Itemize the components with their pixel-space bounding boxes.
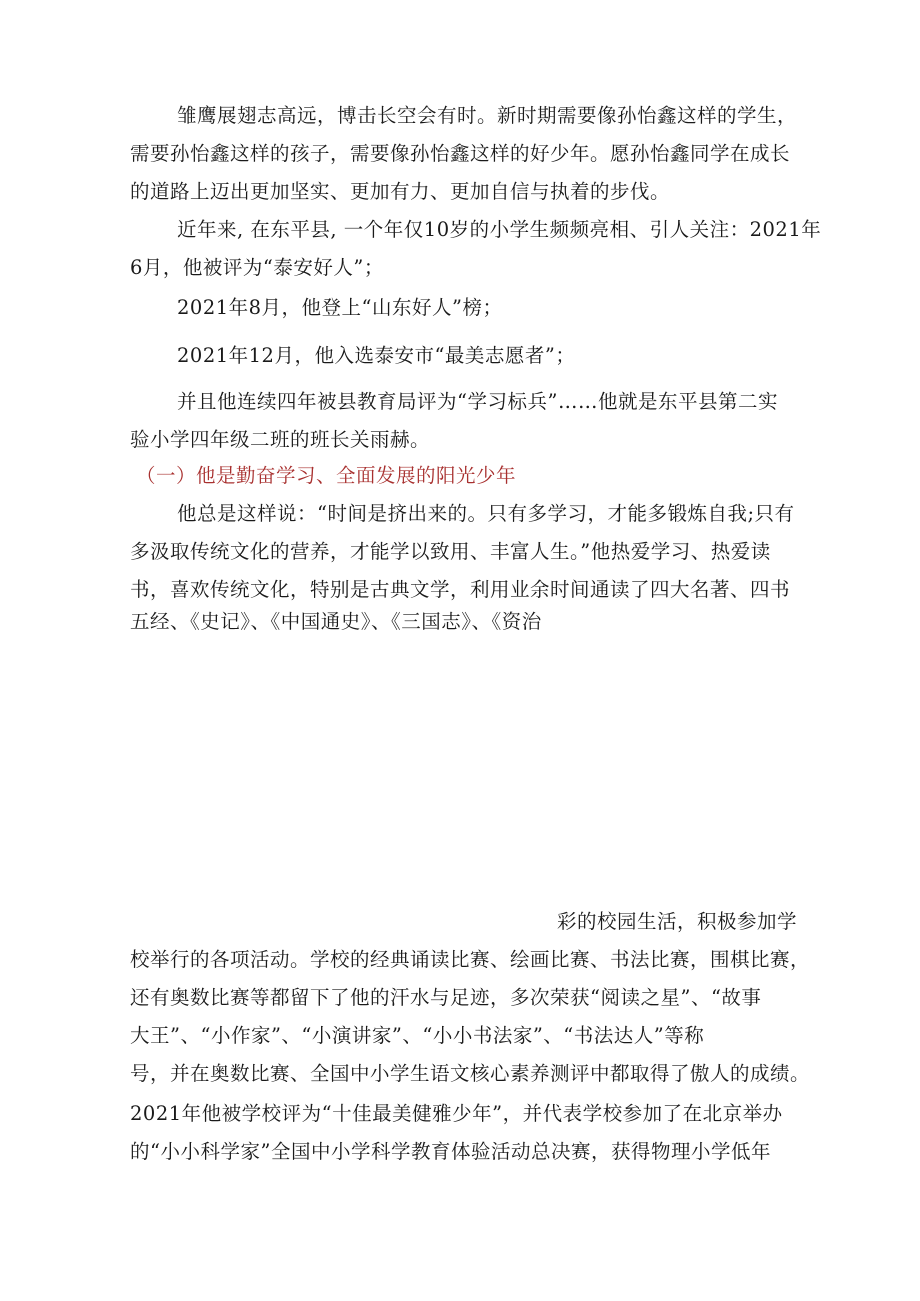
- text-line: 五经、《史记》、《中国通史》、《三国志》、《资治: [130, 610, 542, 633]
- text-line: 雏鹰展翅志高远，博击长空会有时。新时期需要像孙怡鑫这样的学生，: [177, 104, 798, 127]
- text-line: 号，并在奥数比赛、全国中小学生语文核心素养测评中都取得了傲人的成绩。: [130, 1062, 811, 1085]
- text-line: 2021年他被学校评为“十佳最美健雅少年”，并代表学校参加了在北京举办: [130, 1102, 783, 1125]
- text-line: 并且他连续四年被县教育局评为“学习标兵”……他就是东平县第二实: [177, 390, 778, 413]
- text-line: 2021年8月，他登上“山东好人”榜；: [177, 296, 503, 319]
- text-line: 的“小小科学家”全国中小学科学教育体验活动总决赛，获得物理小学低年: [130, 1140, 771, 1163]
- text-line: 他总是这样说：“时间是挤出来的。只有多学习，才能多锻炼自我;只有: [177, 502, 795, 525]
- text-line: 还有奥数比赛等都留下了他的汗水与足迹，多次荣获“阅读之星”、“故事: [130, 986, 762, 1009]
- text-line: 大王”、“小作家”、“小演讲家”、“小小书法家”、“书法达人”等称: [130, 1024, 705, 1047]
- text-line: 校举行的各项活动。学校的经典诵读比赛、绘画比赛、书法比赛，围棋比赛，: [130, 948, 811, 971]
- text-line: 验小学四年级二班的班长关雨赫。: [130, 428, 431, 451]
- text-line: 近年来, 在东平县, 一个年仅10岁的小学生频频亮相、引人关注：2021年: [177, 218, 822, 241]
- text-line: 6月，他被评为“泰安好人”；: [130, 256, 384, 279]
- text-line: 书，喜欢传统文化，特别是古典文学，利用业余时间通读了四大名著、四书: [130, 578, 791, 601]
- section-heading: （一）他是勤奋学习、全面发展的阳光少年: [136, 464, 517, 487]
- text-line: 的道路上迈出更加坚实、更加有力、更加自信与执着的步伐。: [130, 180, 671, 203]
- text-line: 多汲取传统文化的营养，才能学以致用、丰富人生。”他热爱学习、热爱读: [130, 540, 771, 563]
- text-line: 2021年12月，他入选泰安市“最美志愿者”；: [177, 344, 576, 367]
- text-line: 需要孙怡鑫这样的孩子，需要像孙怡鑫这样的好少年。愿孙怡鑫同学在成长: [130, 142, 791, 165]
- text-line: 彩的校园生活，积极参加学: [557, 910, 798, 933]
